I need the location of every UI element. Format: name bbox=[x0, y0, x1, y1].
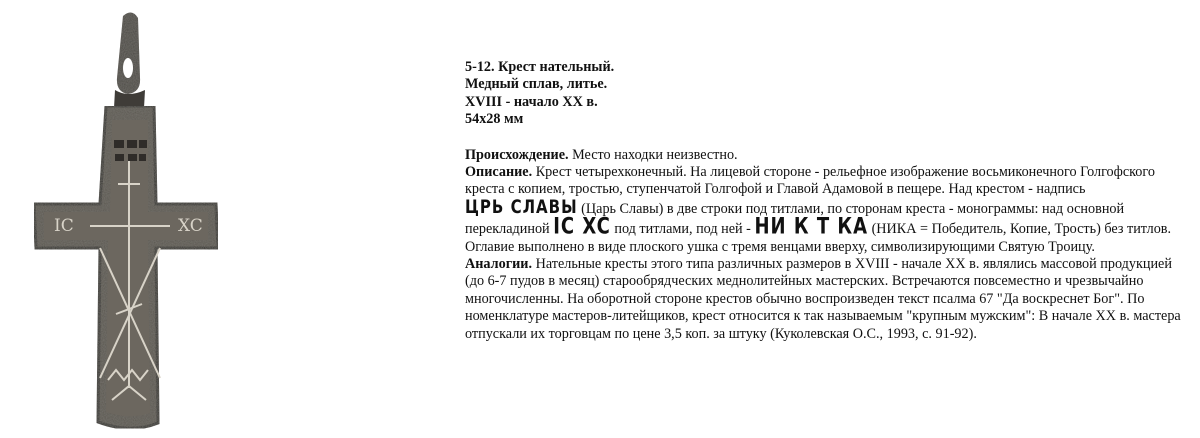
catalog-entry bbox=[465, 59, 1190, 343]
analogies-text: Нательные кресты этого типа различных размеров в XVIII - начале XX в. являлись массовой продукцией (до 6-7 пудов в месяц) старообрядческих меднолитейных мастерских. Встречаются повсеместно и чрезвычайно многочисленны. На оборотной стороне крестов обычно воспроизведен текст псалма 67 "Да воскреснет Бог". По номенклатуре мастеров-литейщиков, крест относится к так называемым "крупным мужским": В начале XX в. мастера отпускали их торговцам по цене 3,5 коп. за штуку (Куколевская О.С., 1993, с. 91-92). bbox=[465, 256, 1181, 342]
item-title: 5-12. Крест нательный. bbox=[465, 59, 615, 75]
monogram-xc: XC bbox=[178, 216, 203, 236]
analogies-label: Аналогии. bbox=[465, 256, 533, 273]
provenance-text: Место находки неизвестно. bbox=[568, 146, 738, 163]
analogies-paragraph bbox=[465, 256, 1190, 343]
inscription-glyph-tsar-slavy: ЦРЬ СЛАВЫ bbox=[465, 195, 578, 218]
item-dimensions: 54x28 мм bbox=[465, 111, 524, 128]
cross-photo bbox=[20, 8, 250, 432]
inscription-glyph-nika: НИ К Т КА bbox=[754, 213, 869, 240]
description-text-1: Крест четырехконечный. На лицевой стороне - рельефное изображение восьмиконечного Голгофского креста с копием, тростью, ступенчатой Голгофой и Главой Адамовой в пещере. Над крестом - надпись bbox=[465, 164, 1155, 198]
description-paragraph bbox=[465, 164, 1190, 256]
item-dating: XVIII - начало XX в. bbox=[465, 93, 598, 110]
description-text-4: (НИКА = Победитель, Копие, Трость) без титлов. Оглавие выполнено в виде плоского ушка с тремя венцами вверху, символизирующими Святую Троицу. bbox=[465, 221, 1172, 255]
description-text-2: (Царь Славы) в две строки под титлами, по сторонам креста - монограммы: над основной перекладиной bbox=[465, 200, 1125, 238]
spacer bbox=[465, 129, 1190, 147]
description-text-3: под титлами, под ней - bbox=[610, 221, 755, 238]
description-label: Описание. bbox=[465, 164, 533, 181]
item-material: Медный сплав, литье. bbox=[465, 76, 608, 93]
inscription-glyph-ic-xc: IC XC bbox=[553, 213, 611, 240]
monogram-ic: IC bbox=[54, 216, 74, 236]
provenance-label: Происхождение. bbox=[465, 146, 569, 163]
provenance-paragraph bbox=[465, 147, 1190, 164]
pectoral-cross-icon bbox=[20, 8, 250, 432]
